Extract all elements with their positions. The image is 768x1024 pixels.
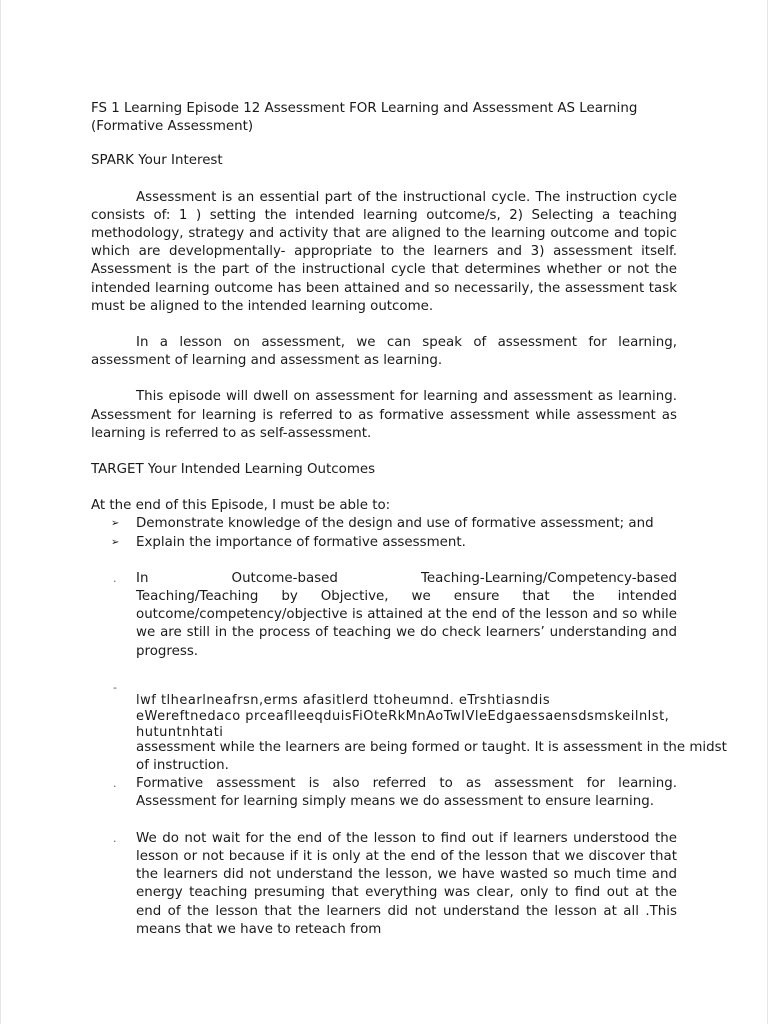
item1-first-line (136, 570, 677, 588)
content-items (91, 570, 727, 939)
item-marker: . (113, 831, 117, 845)
list-item (91, 680, 727, 775)
title-line-2: (Formative Assessment) (91, 119, 254, 135)
list-item (91, 534, 677, 552)
item1-mid: Outcome-based (231, 570, 338, 586)
spark-heading: SPARK Your Interest (91, 153, 223, 169)
paragraph-assessment-types: In a lesson on assessment, we can speak of assessment for learning, assessment of learning and assessment as learning. (91, 335, 677, 369)
item1-rest: Teaching/Teaching by Objective, we ensure that the intended outcome/competency/objective is attained at the end of the lesson and so while we are still in the process of teaching we do check learners’ understanding and progress. (136, 589, 677, 659)
intro-line: At the end of this Episode, I must be able to: (91, 498, 391, 514)
outcome-text: Demonstrate knowledge of the design and use of formative assessment; and (136, 516, 654, 532)
document-title (91, 100, 677, 136)
item2-text: assessment while the learners are being formed or taught. It is assessment in the midst of instruction. (136, 739, 727, 774)
item1-lead: In (136, 570, 149, 586)
garbled-line-1: lwf tlhearlneafrsn,erms afasitlerd ttoheumnd. eTrshtiasndis (136, 692, 551, 708)
item-marker: . (113, 777, 117, 791)
list-item (91, 570, 677, 661)
list-item (91, 775, 677, 811)
paragraph-episode-focus: This episode will dwell on assessment for learning and assessment as learning. Assessment for learning is referred to as formative assessment while assessment as learning is referred to as self-assessment. (91, 389, 677, 441)
outcome-text: Explain the importance of formative assessment. (136, 534, 466, 550)
item-marker: - (113, 680, 117, 694)
title-line-1: FS 1 Learning Episode 12 Assessment FOR Learning and Assessment AS Learning (91, 101, 638, 116)
outcomes-list (91, 515, 677, 551)
document-body (91, 100, 727, 939)
page-left-edge (0, 0, 1, 1024)
arrow-bullet-icon: ➢ (111, 536, 120, 548)
list-item (91, 830, 677, 939)
target-heading: TARGET Your Intended Learning Outcomes (91, 462, 376, 478)
garbled-text-block (136, 687, 677, 739)
item4-text: We do not wait for the end of the lesson to find out if learners understood the lesson or not because if it is only at the end of the lesson that we discover that the learners did not understand the lesson, we have wasted so much time and energy teaching presuming that everything was clear, only to find out at the end of the lesson that the learners did not understand the lesson at all .This means that we have to reteach from (136, 830, 677, 937)
list-item (91, 515, 677, 533)
garbled-line-3: hutuntnhtati (136, 724, 224, 740)
item-marker: . (113, 571, 117, 585)
item3-text: Formative assessment is also referred to as assessment for learning. Assessment for learning simply means we do assessment to ensure learning. (136, 776, 677, 810)
item1-end: Teaching-Learning/Competency-based (421, 570, 677, 586)
paragraph-instructional-cycle: Assessment is an essential part of the instructional cycle. The instruction cycle consists of: 1 ) setting the intended learning outcome/s, 2) Selecting a teaching methodology, strategy and activity that are aligned to the learning outcome and topic which are developmentally- appropriate to the learners and 3) assessment itself. Assessment is the part of the instructional cycle that determines whether or not the intended learning outcome has been attained and so necessarily, the assessment task must be aligned to the intended learning outcome. (91, 189, 677, 314)
garbled-line-2: eWereftnedaco prceaflleeqduisFiOteRkMnAoTwIVleEdgaessaensdsmskeilnlst, (136, 708, 670, 724)
arrow-bullet-icon: ➢ (111, 518, 120, 530)
